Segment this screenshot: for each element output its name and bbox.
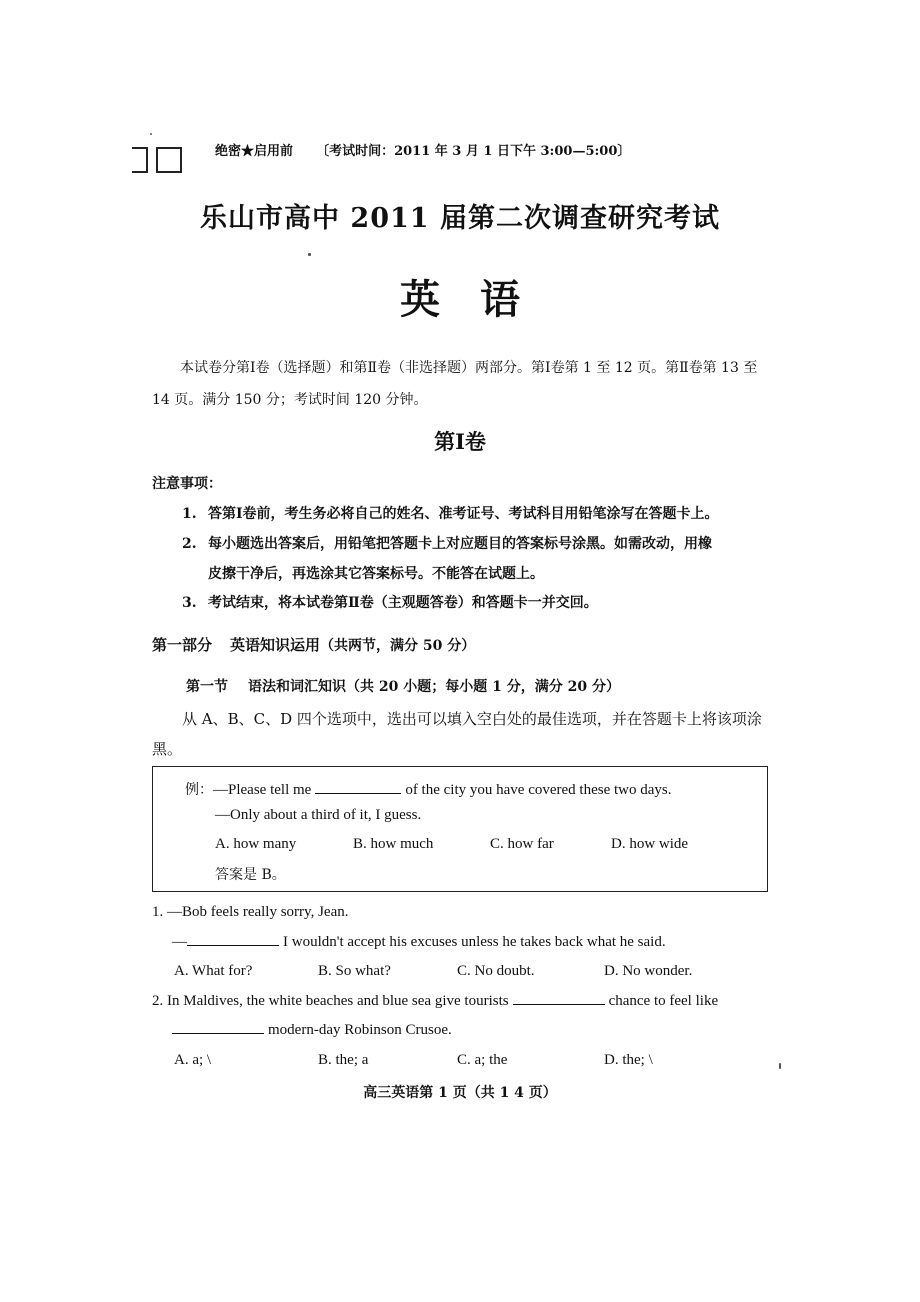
- subject-title: 英语: [400, 276, 560, 323]
- example-option-c: C. how far: [490, 836, 554, 852]
- question-1-option-c: C. No doubt.: [457, 963, 535, 979]
- question-1-option-b: B. So what?: [318, 963, 391, 979]
- answer-blank: [315, 792, 401, 794]
- notice-item-1: 1. 答第Ⅰ卷前，考生务必将自己的姓名、准考证号、考试科目用铅笔涂写在答题卡上。: [182, 506, 719, 522]
- intro-paragraph: 本试卷分第Ⅰ卷（选择题）和第Ⅱ卷（非选择题）两部分。第Ⅰ卷第 1 至 12 页。第Ⅱ卷第 13 至 14 页。满分 150 分；考试时间 120 分钟。: [152, 360, 758, 408]
- header-line: [215, 140, 630, 159]
- answer-blank: [172, 1032, 264, 1034]
- question-2-option-b: B. the; a: [318, 1052, 369, 1068]
- corner-mark-left: [132, 147, 148, 173]
- example-option-d: D. how wide: [611, 836, 689, 852]
- page-footer: 高三英语第 1 页（共 1 4 页）: [363, 1085, 557, 1101]
- example-answer: 答案是 B。: [215, 867, 286, 883]
- question-2-line-2: modern-day Robinson Crusoe.: [172, 1022, 452, 1039]
- section-one-title: 第一节 语法和词汇知识（共 20 小题；每小题 1 分，满分 20 分）: [186, 679, 620, 695]
- notice-title: 注意事项：: [152, 476, 222, 492]
- question-2-option-c: C. a; the: [457, 1052, 508, 1068]
- example-option-b: B. how much: [353, 836, 434, 852]
- part-one-title: 第一部分 英语知识运用（共两节，满分 50 分）: [152, 636, 476, 654]
- page-title: 乐山市高中 2011 届第二次调查研究考试: [200, 203, 720, 234]
- example-box: [152, 766, 768, 892]
- question-1-stem: 1. —Bob feels really sorry, Jean.: [152, 904, 349, 920]
- notice-item-2: 2. 每小题选出答案后，用铅笔把答题卡上对应题目的答案标号涂黑。如需改动，用橡: [182, 536, 712, 552]
- question-2-stem: 2. In Maldives, the white beaches and blue sea give tourists chance to feel like: [152, 993, 719, 1009]
- notice-item-3: 3. 考试结束，将本试卷第Ⅱ卷（主观题答卷）和答题卡一并交回。: [182, 595, 598, 611]
- speck: [308, 253, 311, 256]
- notice-item-2-cont: 皮擦干净后，再选涂其它答案标号。不能答在试题上。: [208, 566, 544, 582]
- question-1-option-d: D. No wonder.: [604, 963, 693, 979]
- volume-title: 第Ⅰ卷: [434, 429, 486, 454]
- answer-blank: [513, 1003, 605, 1005]
- answer-blank: [187, 944, 279, 946]
- question-1-line-2: — I wouldn't accept his excuses unless he takes back what he said.: [172, 934, 666, 950]
- speck: [779, 1063, 781, 1069]
- example-option-a: A. how many: [215, 836, 297, 852]
- directions: 从 A、B、C、D 四个选项中，选出可以填入空白处的最佳选项，并在答题卡上将该项涂黑。: [152, 710, 762, 758]
- example-line-2: —Only about a third of it, I guess.: [215, 807, 422, 823]
- confidential-label: 绝密★启用前: [215, 144, 294, 159]
- example-line-1: 例：—Please tell me of the city you have covered these two days.: [185, 782, 672, 798]
- question-2-option-d: D. the; \: [604, 1052, 653, 1068]
- question-1-option-a: A. What for?: [174, 963, 253, 979]
- corner-mark-right: [156, 147, 182, 173]
- exam-time: 〔考试时间：2011 年 3 月 1 日下午 3:00—5:00〕: [316, 144, 631, 159]
- speck: [150, 133, 152, 135]
- question-2-option-a: A. a; \: [174, 1052, 212, 1068]
